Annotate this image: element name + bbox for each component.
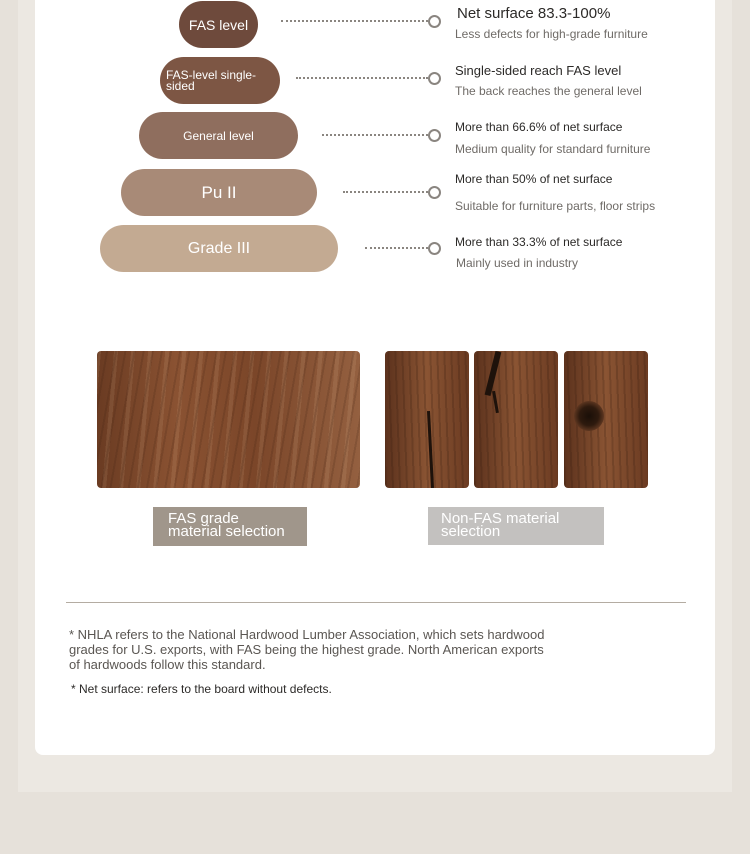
section-divider bbox=[66, 602, 686, 603]
grade-subtitle: Medium quality for standard furniture bbox=[455, 142, 651, 156]
grade-pill-fas bbox=[179, 1, 258, 48]
knot-mark bbox=[574, 401, 604, 431]
dotted-connector bbox=[343, 191, 428, 193]
connector-node-icon bbox=[428, 186, 441, 199]
crack-mark bbox=[485, 351, 502, 396]
grade-pill-fas-single-sided bbox=[160, 57, 280, 104]
grade-subtitle: Suitable for furniture parts, floor strips bbox=[455, 199, 656, 213]
crack-mark bbox=[492, 391, 499, 413]
grade-label-line1: FAS-level single- bbox=[166, 67, 257, 82]
grade-label: FAS level bbox=[188, 16, 249, 33]
grade-title: Net surface 83.3-100% bbox=[457, 5, 611, 22]
net-surface-note: * Net surface: refers to the board without defects. bbox=[71, 682, 332, 696]
grade-label: General level bbox=[183, 128, 254, 143]
nonfas-wood-sample-split bbox=[474, 351, 558, 488]
grade-subtitle: Less defects for high-grade furniture bbox=[455, 27, 648, 41]
nonfas-caption bbox=[428, 507, 604, 545]
crack-mark bbox=[427, 411, 434, 488]
fas-caption-line2: material selection bbox=[168, 523, 285, 540]
grade-title: Single-sided reach FAS level bbox=[455, 63, 622, 78]
nonfas-caption-line1: Non-FAS material bbox=[441, 510, 560, 527]
grade-pill-pu-ii bbox=[121, 169, 317, 216]
grade-title: More than 50% of net surface bbox=[455, 172, 613, 186]
connector-node-icon bbox=[428, 72, 441, 85]
grade-pill-grade-iii bbox=[100, 225, 338, 272]
grade-label: Grade III bbox=[187, 239, 251, 257]
grade-subtitle: The back reaches the general level bbox=[455, 84, 642, 98]
nonfas-caption-line2: selection bbox=[441, 523, 501, 540]
nonfas-wood-sample-knot bbox=[564, 351, 648, 488]
grade-title: More than 66.6% of net surface bbox=[455, 120, 623, 134]
grade-pill-general bbox=[139, 112, 298, 159]
fas-caption bbox=[153, 507, 307, 546]
grade-subtitle: Mainly used in industry bbox=[456, 256, 579, 270]
nhla-note: * NHLA refers to the National Hardwood Lumber Association, which sets hardwood grades for U.S. exports, with FAS being the highest grade. North American exports of hardwoods follow this standard. bbox=[69, 627, 545, 672]
connector-node-icon bbox=[428, 15, 441, 28]
dotted-connector bbox=[322, 134, 428, 136]
connector-node-icon bbox=[428, 129, 441, 142]
fas-wood-sample bbox=[97, 351, 360, 488]
grade-label: Pu II bbox=[201, 183, 237, 202]
dotted-connector bbox=[281, 20, 428, 22]
fas-caption-line1: FAS grade bbox=[168, 510, 239, 527]
dotted-connector bbox=[365, 247, 428, 249]
nonfas-wood-sample-cracked bbox=[385, 351, 469, 488]
grade-title: More than 33.3% of net surface bbox=[455, 235, 623, 249]
dotted-connector bbox=[296, 77, 428, 79]
connector-node-icon bbox=[428, 242, 441, 255]
grade-label-line2: sided bbox=[166, 78, 195, 93]
